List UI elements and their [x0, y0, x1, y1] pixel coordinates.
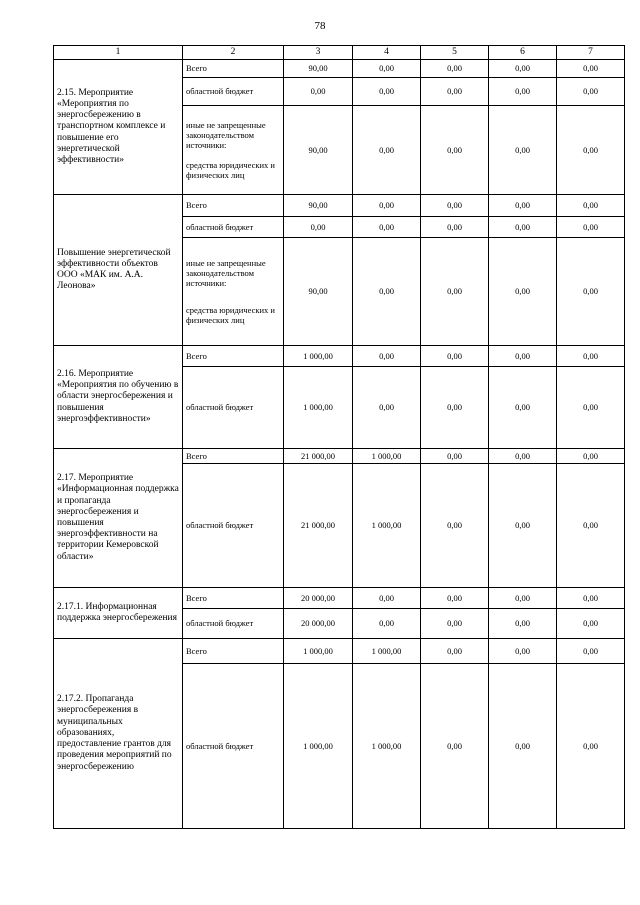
value-cell: 0,00 — [557, 367, 625, 449]
table-row — [54, 195, 625, 217]
source-label: Всего — [183, 195, 284, 217]
source-label: областной бюджет — [183, 367, 284, 449]
source-label — [183, 238, 284, 346]
value-cell: 0,00 — [489, 464, 557, 588]
table-row — [54, 639, 625, 664]
value-cell: 1 000,00 — [353, 664, 421, 829]
measure-name: Повышение энергетической эффективности объектов ООО «МАК им. А.А. Леонова» — [54, 195, 183, 346]
value-cell: 0,00 — [421, 664, 489, 829]
source-label: Всего — [183, 449, 284, 464]
value-cell: 90,00 — [284, 106, 353, 195]
value-cell: 0,00 — [421, 464, 489, 588]
source-label: областной бюджет — [183, 609, 284, 639]
value-cell: 0,00 — [353, 78, 421, 106]
value-cell: 0,00 — [557, 609, 625, 639]
measure-name: 2.17.1. Информационная поддержка энергосбережения — [54, 588, 183, 639]
budget-table — [53, 45, 625, 829]
value-cell: 0,00 — [557, 106, 625, 195]
value-cell: 0,00 — [489, 195, 557, 217]
source-label — [183, 106, 284, 195]
column-header: 6 — [489, 46, 557, 60]
value-cell: 1 000,00 — [353, 639, 421, 664]
table-row — [54, 60, 625, 78]
value-cell: 0,00 — [557, 588, 625, 609]
column-header: 7 — [557, 46, 625, 60]
value-cell: 0,00 — [353, 588, 421, 609]
value-cell: 0,00 — [421, 106, 489, 195]
value-cell: 0,00 — [489, 106, 557, 195]
value-cell: 21 000,00 — [284, 464, 353, 588]
measure-name: 2.17. Мероприятие «Информационная поддержка и пропаганда энергосбережения и повышения энергоэффективности на территории Кемеровской области» — [54, 449, 183, 588]
value-cell: 0,00 — [489, 60, 557, 78]
value-cell: 0,00 — [489, 664, 557, 829]
value-cell: 0,00 — [557, 217, 625, 238]
other-sources-label: иные не запрещенные законодательством источники: — [186, 119, 266, 150]
value-cell: 0,00 — [353, 238, 421, 346]
value-cell: 0,00 — [489, 238, 557, 346]
value-cell: 1 000,00 — [353, 464, 421, 588]
legal-persons-label: средства юридических и физических лиц — [186, 160, 275, 181]
value-cell: 90,00 — [284, 238, 353, 346]
value-cell: 0,00 — [489, 449, 557, 464]
measure-name: 2.15. Мероприятие «Мероприятия по энергосбережению в транспортном комплексе и повышение его энергетической эффективности» — [54, 60, 183, 195]
value-cell: 0,00 — [489, 639, 557, 664]
value-cell: 0,00 — [421, 367, 489, 449]
value-cell: 0,00 — [353, 609, 421, 639]
table-row — [54, 588, 625, 609]
value-cell: 90,00 — [284, 60, 353, 78]
source-label: областной бюджет — [183, 664, 284, 829]
source-label: Всего — [183, 60, 284, 78]
value-cell: 0,00 — [421, 449, 489, 464]
value-cell: 20 000,00 — [284, 588, 353, 609]
value-cell: 90,00 — [284, 195, 353, 217]
value-cell: 0,00 — [557, 78, 625, 106]
value-cell: 0,00 — [421, 609, 489, 639]
table-row — [54, 346, 625, 367]
source-label: областной бюджет — [183, 217, 284, 238]
source-label: Всего — [183, 639, 284, 664]
value-cell: 0,00 — [489, 78, 557, 106]
value-cell: 0,00 — [557, 195, 625, 217]
value-cell: 1 000,00 — [284, 664, 353, 829]
page-number: 78 — [314, 20, 326, 32]
value-cell: 0,00 — [421, 217, 489, 238]
value-cell: 1 000,00 — [353, 449, 421, 464]
value-cell: 20 000,00 — [284, 609, 353, 639]
value-cell: 0,00 — [489, 609, 557, 639]
source-label: Всего — [183, 588, 284, 609]
value-cell: 0,00 — [557, 238, 625, 346]
column-header: 4 — [353, 46, 421, 60]
value-cell: 0,00 — [353, 60, 421, 78]
value-cell: 0,00 — [557, 664, 625, 829]
value-cell: 0,00 — [421, 238, 489, 346]
value-cell: 0,00 — [489, 367, 557, 449]
value-cell: 0,00 — [489, 588, 557, 609]
value-cell: 0,00 — [353, 346, 421, 367]
column-header: 1 — [54, 46, 183, 60]
value-cell: 0,00 — [557, 60, 625, 78]
value-cell: 0,00 — [489, 346, 557, 367]
column-header: 5 — [421, 46, 489, 60]
value-cell: 0,00 — [353, 106, 421, 195]
value-cell: 21 000,00 — [284, 449, 353, 464]
value-cell: 0,00 — [557, 449, 625, 464]
value-cell: 0,00 — [489, 217, 557, 238]
value-cell: 0,00 — [421, 60, 489, 78]
value-cell: 0,00 — [421, 588, 489, 609]
legal-persons-label: средства юридических и физических лиц — [186, 304, 275, 325]
value-cell: 0,00 — [284, 217, 353, 238]
value-cell: 0,00 — [421, 78, 489, 106]
header-row — [54, 46, 625, 60]
value-cell: 1 000,00 — [284, 639, 353, 664]
measure-name: 2.17.2. Пропаганда энергосбережения в муниципальных образованиях, предоставление грантов для проведения мероприятий по энергосбережению — [54, 639, 183, 829]
value-cell: 0,00 — [353, 195, 421, 217]
value-cell: 1 000,00 — [284, 346, 353, 367]
other-sources-label: иные не запрещенные законодательством источники: — [186, 258, 266, 289]
value-cell: 0,00 — [557, 639, 625, 664]
value-cell: 0,00 — [353, 217, 421, 238]
measure-name: 2.16. Мероприятие «Мероприятия по обучению в области энергосбережения и повышения энергоэффективности» — [54, 346, 183, 449]
value-cell: 0,00 — [284, 78, 353, 106]
value-cell: 0,00 — [557, 464, 625, 588]
value-cell: 1 000,00 — [284, 367, 353, 449]
column-header: 3 — [284, 46, 353, 60]
source-label: областной бюджет — [183, 78, 284, 106]
value-cell: 0,00 — [421, 639, 489, 664]
value-cell: 0,00 — [421, 195, 489, 217]
source-label: областной бюджет — [183, 464, 284, 588]
value-cell: 0,00 — [353, 367, 421, 449]
source-label: Всего — [183, 346, 284, 367]
value-cell: 0,00 — [421, 346, 489, 367]
value-cell: 0,00 — [557, 346, 625, 367]
column-header: 2 — [183, 46, 284, 60]
table-row — [54, 449, 625, 464]
